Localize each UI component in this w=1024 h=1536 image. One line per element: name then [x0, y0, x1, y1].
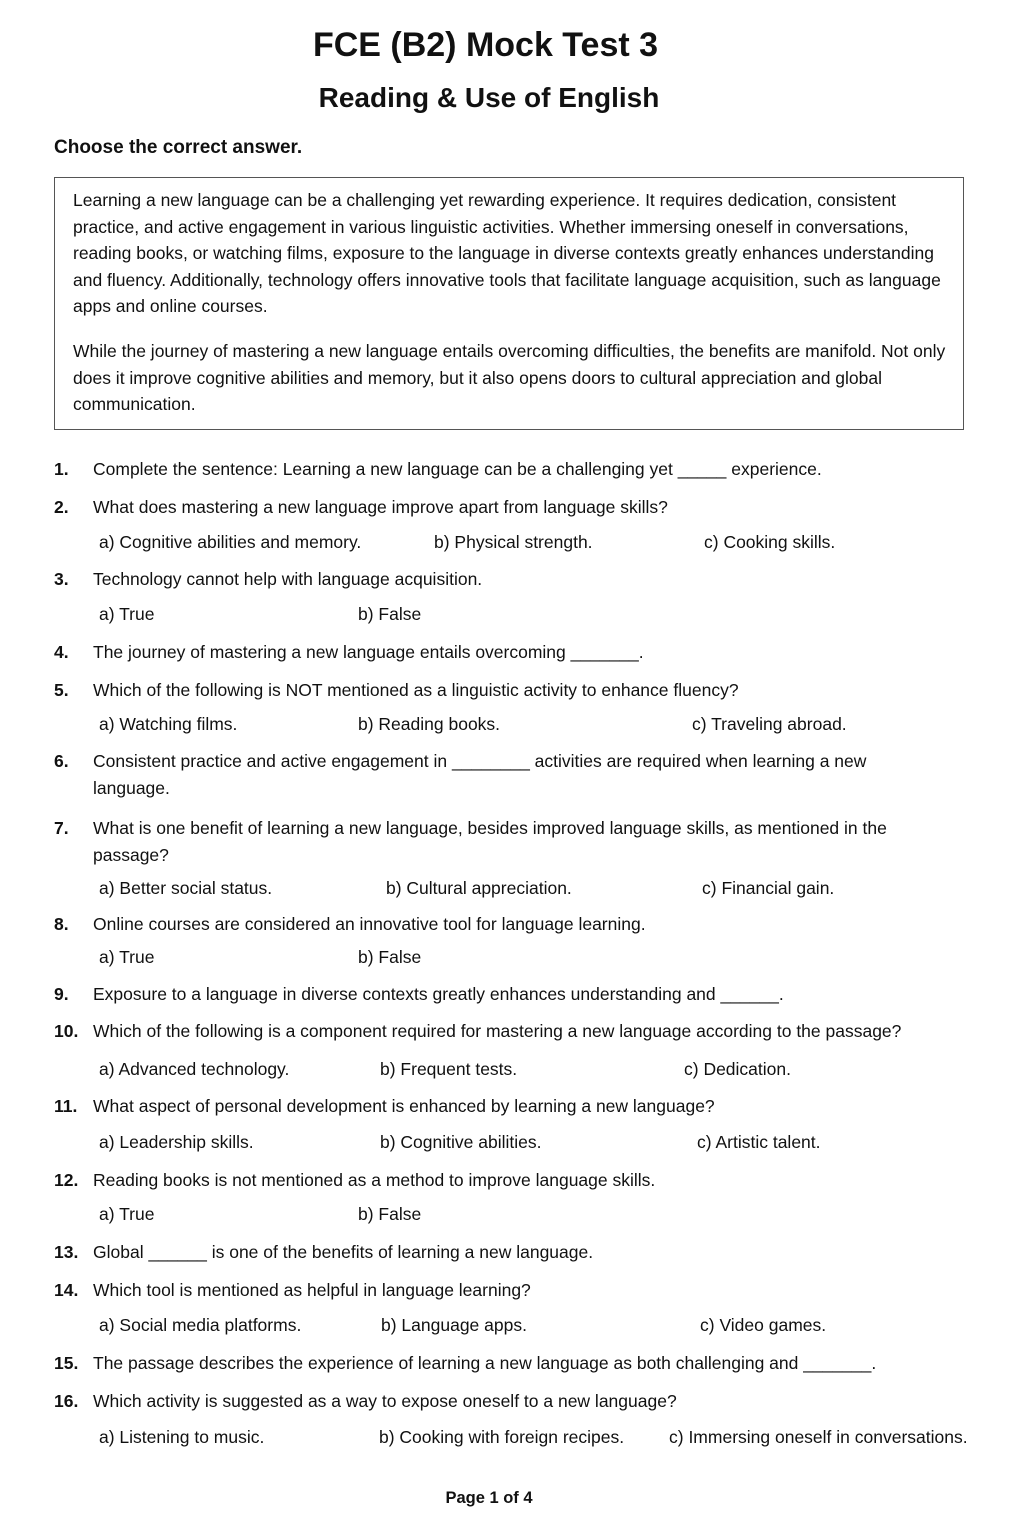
answer-option[interactable]: a) True	[99, 1204, 155, 1224]
question-item	[54, 639, 964, 666]
answer-option[interactable]: b) Language apps.	[381, 1315, 527, 1335]
passage-paragraph: Learning a new language can be a challenging yet rewarding experience. It requires dedication, consistent practice, and active engagement in various linguistic activities. Whether immersing oneself in conversations, reading books, or watching films, exposure to the language in diverse contexts greatly enhances understanding and fluency. Additionally, technology offers innovative tools that facilitate language acquisition, such as language apps and online courses.	[73, 190, 941, 317]
question-text: What does mastering a new language improve apart from language skills?	[93, 497, 668, 517]
answer-option[interactable]: c) Artistic talent.	[697, 1132, 821, 1152]
question-item	[54, 1239, 964, 1266]
question-number: 2.	[54, 497, 69, 517]
question-text: Which of the following is NOT mentioned as a linguistic activity to enhance fluency?	[93, 680, 739, 700]
question-text: Complete the sentence: Learning a new language can be a challenging yet _____ experience.	[93, 459, 822, 479]
question-text: What is one benefit of learning a new language, besides improved language skills, as mentioned in the passage?	[93, 818, 887, 865]
answer-option[interactable]: c) Video games.	[700, 1315, 827, 1335]
question-text: The passage describes the experience of learning a new language as both challenging and _______.	[93, 1353, 877, 1373]
answer-option[interactable]: a) True	[99, 604, 155, 624]
answer-option[interactable]: b) Frequent tests.	[380, 1059, 518, 1079]
question-item	[54, 1093, 964, 1120]
question-text: Consistent practice and active engagement in ________ activities are required when learning a new language.	[93, 751, 867, 798]
question-number: 15.	[54, 1353, 79, 1373]
question-item	[54, 748, 964, 802]
question-item	[54, 494, 964, 521]
question-number: 13.	[54, 1242, 79, 1262]
page-number: Page 1 of 4	[445, 1489, 533, 1507]
question-text: Which of the following is a component required for mastering a new language according to the passage?	[93, 1021, 902, 1041]
question-text: Reading books is not mentioned as a method to improve language skills.	[93, 1170, 656, 1190]
question-text: Global ______ is one of the benefits of learning a new language.	[93, 1242, 594, 1262]
question-text: Online courses are considered an innovative tool for language learning.	[93, 914, 646, 934]
question-number: 14.	[54, 1280, 79, 1300]
question-item	[54, 566, 964, 593]
answer-option[interactable]: a) Listening to music.	[99, 1427, 265, 1447]
answer-option[interactable]: a) Watching films.	[99, 714, 238, 734]
question-text: The journey of mastering a new language entails overcoming _______.	[93, 642, 644, 662]
question-item	[54, 815, 964, 869]
question-item	[54, 1388, 964, 1415]
question-item	[54, 1350, 964, 1377]
answer-option[interactable]: b) Cooking with foreign recipes.	[379, 1427, 625, 1447]
answer-option[interactable]: c) Dedication.	[684, 1059, 791, 1079]
answer-option[interactable]: a) Leadership skills.	[99, 1132, 254, 1152]
question-item	[54, 981, 964, 1008]
passage-paragraph: While the journey of mastering a new language entails overcoming difficulties, the benefits are manifold. Not only does it improve cognitive abilities and memory, but it also opens doors to cultural appreciation and global communication.	[73, 340, 946, 415]
answer-option[interactable]: c) Cooking skills.	[704, 532, 836, 552]
question-number: 5.	[54, 680, 69, 700]
page-title: FCE (B2) Mock Test 3	[312, 26, 659, 64]
page-subtitle: Reading & Use of English	[318, 82, 660, 113]
answer-option[interactable]: c) Immersing oneself in conversations.	[669, 1427, 968, 1447]
question-number: 9.	[54, 984, 69, 1004]
question-number: 4.	[54, 642, 69, 662]
answer-option[interactable]: b) Cultural appreciation.	[386, 878, 572, 898]
question-text: Exposure to a language in diverse contexts greatly enhances understanding and ______.	[93, 984, 784, 1004]
answer-option[interactable]: b) False	[358, 1204, 422, 1224]
question-item	[54, 456, 964, 483]
question-number: 16.	[54, 1391, 79, 1411]
question-item	[54, 677, 964, 704]
question-number: 11.	[54, 1096, 78, 1116]
question-number: 8.	[54, 914, 69, 934]
instruction-text: Choose the correct answer.	[54, 137, 303, 158]
answer-option[interactable]: a) Cognitive abilities and memory.	[99, 532, 362, 552]
question-item	[54, 1018, 964, 1045]
answer-option[interactable]: a) Better social status.	[99, 878, 273, 898]
reading-passage	[54, 177, 964, 430]
question-item	[54, 1167, 964, 1194]
question-number: 1.	[54, 459, 69, 479]
question-text: Technology cannot help with language acquisition.	[93, 569, 483, 589]
question-text: What aspect of personal development is enhanced by learning a new language?	[93, 1096, 715, 1116]
question-text: Which tool is mentioned as helpful in language learning?	[93, 1280, 531, 1300]
answer-option[interactable]: b) Physical strength.	[434, 532, 593, 552]
answer-option[interactable]: b) False	[358, 947, 422, 967]
question-number: 3.	[54, 569, 69, 589]
question-number: 10.	[54, 1021, 79, 1041]
answer-option[interactable]: b) Reading books.	[358, 714, 501, 734]
question-item	[54, 911, 964, 938]
question-number: 7.	[54, 818, 69, 838]
answer-option[interactable]: a) True	[99, 947, 155, 967]
answer-option[interactable]: b) False	[358, 604, 422, 624]
answer-option[interactable]: a) Advanced technology.	[99, 1059, 290, 1079]
question-number: 12.	[54, 1170, 79, 1190]
answer-option[interactable]: b) Cognitive abilities.	[380, 1132, 542, 1152]
question-number: 6.	[54, 751, 69, 771]
question-item	[54, 1277, 964, 1304]
answer-option[interactable]: c) Traveling abroad.	[692, 714, 847, 734]
question-text: Which activity is suggested as a way to expose oneself to a new language?	[93, 1391, 677, 1411]
answer-option[interactable]: c) Financial gain.	[702, 878, 835, 898]
answer-option[interactable]: a) Social media platforms.	[99, 1315, 302, 1335]
